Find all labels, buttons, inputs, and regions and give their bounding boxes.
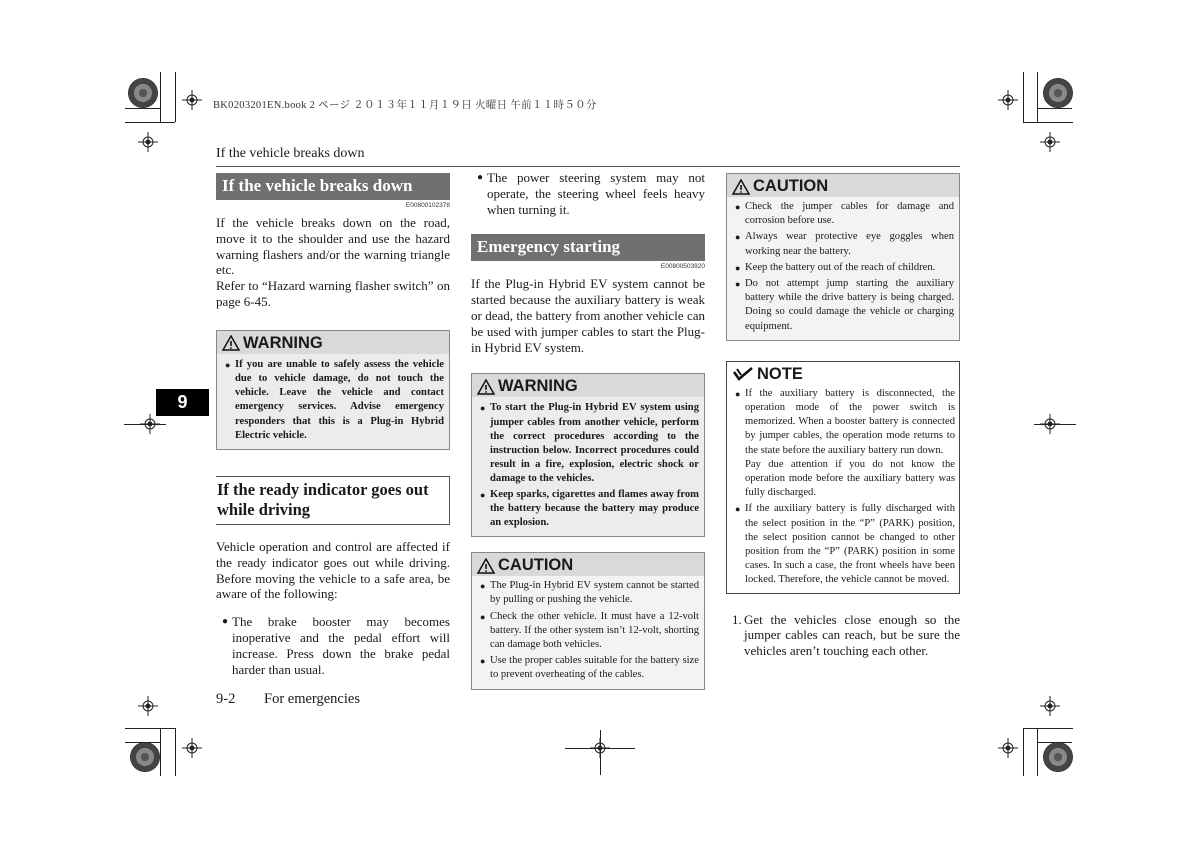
column-2 [471,170,705,690]
warning-body [472,397,704,536]
note-check-icon [732,366,754,382]
note-extra: Pay due attention if you do not know the operation mode before the auxiliary battery was fully discharged. [745,458,955,499]
list-item: ● To start the Plug-in Hybrid EV system using jumper cables from another vehicle, perform the correct procedures according to the instruction below. Incorrect procedures could result in a fire, explosion, electric shock or damage to the vehicles. [480,402,699,485]
registration-target-icon [1040,132,1060,152]
note-label: NOTE [757,364,803,383]
registration-target-icon [138,132,158,152]
footer-section: For emergencies [264,691,360,707]
registration-target-icon [998,738,1018,758]
section-title: If the vehicle breaks down [216,173,450,200]
list-item: ● Keep the battery out of the reach of children. [735,261,936,273]
note-body [727,385,959,593]
caution-label: CAUTION [753,177,829,195]
column-3 [726,173,960,659]
list-item: ● If the auxiliary battery is fully discharged with the select position in the “P” (PARK) position, the select position cannot be changed to other position from the “P” (PARK) position in some cases. In such a case, the front wheels have been locked. Therefore, the vehicle cannot be moved. [735,503,955,586]
caution-body [472,576,704,688]
paragraph: Vehicle operation and control are affected if the ready indicator goes out while driving. Before moving the vehicle to a safe area, be aware of the following: [216,539,450,602]
page-number: 9-2 [216,691,236,707]
section-title: Emergency starting [471,234,705,261]
list-item: ● Keep sparks, cigarettes and flames away from the battery because the battery may produce an explosion. [480,488,699,528]
list-item: ● Always wear protective eye goggles when working near the battery. [735,231,954,257]
caution-triangle-icon [477,558,495,574]
list-item: ● The power steering system may not operate, the steering wheel feels heavy when turning it. [477,170,705,217]
list-item: ● If you are unable to safely assess the vehicle due to vehicle damage, do not touch the vehicle. Leave the vehicle and contact emergency services. Advise emergency responders that this is a Plug-in Hybrid Electric vehicle. [225,358,444,441]
paragraph: Refer to “Hazard warning flasher switch” on page 6-45. [216,278,450,309]
warning-box [471,373,705,537]
list-item: ● Do not attempt jump starting the auxiliary battery while the drive battery is being charged. Doing so could damage the vehicle or charging equipment. [735,278,954,332]
warning-triangle-icon [222,335,240,351]
book-file-header: BK0203201EN.book 2 ページ ２０１３年１１月１９日 火曜日 午前１１時５０分 [213,100,597,111]
caution-box [471,552,705,689]
list-item: ● The brake booster may becomes inoperative and the pedal effort will increase. Press down the brake pedal harder than usual. [222,614,450,677]
step-item: 1. Get the vehicles close enough so the jumper cables can reach, but be sure the vehicles aren’t touching each other. [732,611,960,659]
note-header [727,362,959,385]
registration-target-icon [182,738,202,758]
warning-label: WARNING [243,333,323,352]
registration-disc-icon [1043,742,1073,772]
header-rule [216,166,960,167]
warning-triangle-icon [477,379,495,395]
list-item: ● The Plug-in Hybrid EV system cannot be started by pulling or pushing the vehicle. [480,580,699,606]
list-item: ● Use the proper cables suitable for the battery size to prevent overheating of the cables. [480,655,699,681]
registration-target-icon [998,90,1018,110]
warning-box [216,330,450,450]
warning-header [472,374,704,397]
column-1 [216,173,450,677]
caution-header [727,174,959,197]
registration-target-icon [182,90,202,110]
caution-box [726,173,960,341]
warning-header [217,331,449,354]
section-code: E00800102378 [405,202,450,209]
warning-body [217,354,449,449]
registration-disc-icon [128,78,158,108]
list-item: ● If the auxiliary battery is disconnected, the operation mode of the power switch is memorized. When a booster battery is connected by jumper cables, the operation mode returns to the state before the auxiliary battery run down. [735,387,955,456]
registration-target-icon [138,696,158,716]
registration-disc-icon [1043,78,1073,108]
paragraph: If the Plug-in Hybrid EV system cannot be started because the auxiliary battery is weak or dead, the battery from another vehicle can be used with jumper cables to start the Plug-in Hybrid EV system. [471,276,705,355]
caution-body [727,197,959,340]
note-box [726,361,960,594]
list-item: ● Check the jumper cables for damage and corrosion before use. [735,201,954,227]
section-code: E00800503920 [660,263,705,271]
chapter-tab: 9 [156,389,209,416]
running-head: If the vehicle breaks down [216,146,365,161]
caution-triangle-icon [732,179,750,195]
paragraph: If the vehicle breaks down on the road, move it to the shoulder and use the hazard warning flashers and/or the warning triangle etc. [216,215,450,278]
list-item: ● Check the other vehicle. It must have a 12-volt battery. If the other system isn’t 12-volt, shorting can damage both vehicles. [480,610,699,651]
registration-target-icon [1040,696,1060,716]
caution-label: CAUTION [498,556,574,575]
caution-header [472,553,704,576]
warning-label: WARNING [498,377,578,396]
subsection-title: If the ready indicator goes out while driving [217,480,429,519]
subsection-header [216,476,450,525]
registration-disc-icon [130,742,160,772]
